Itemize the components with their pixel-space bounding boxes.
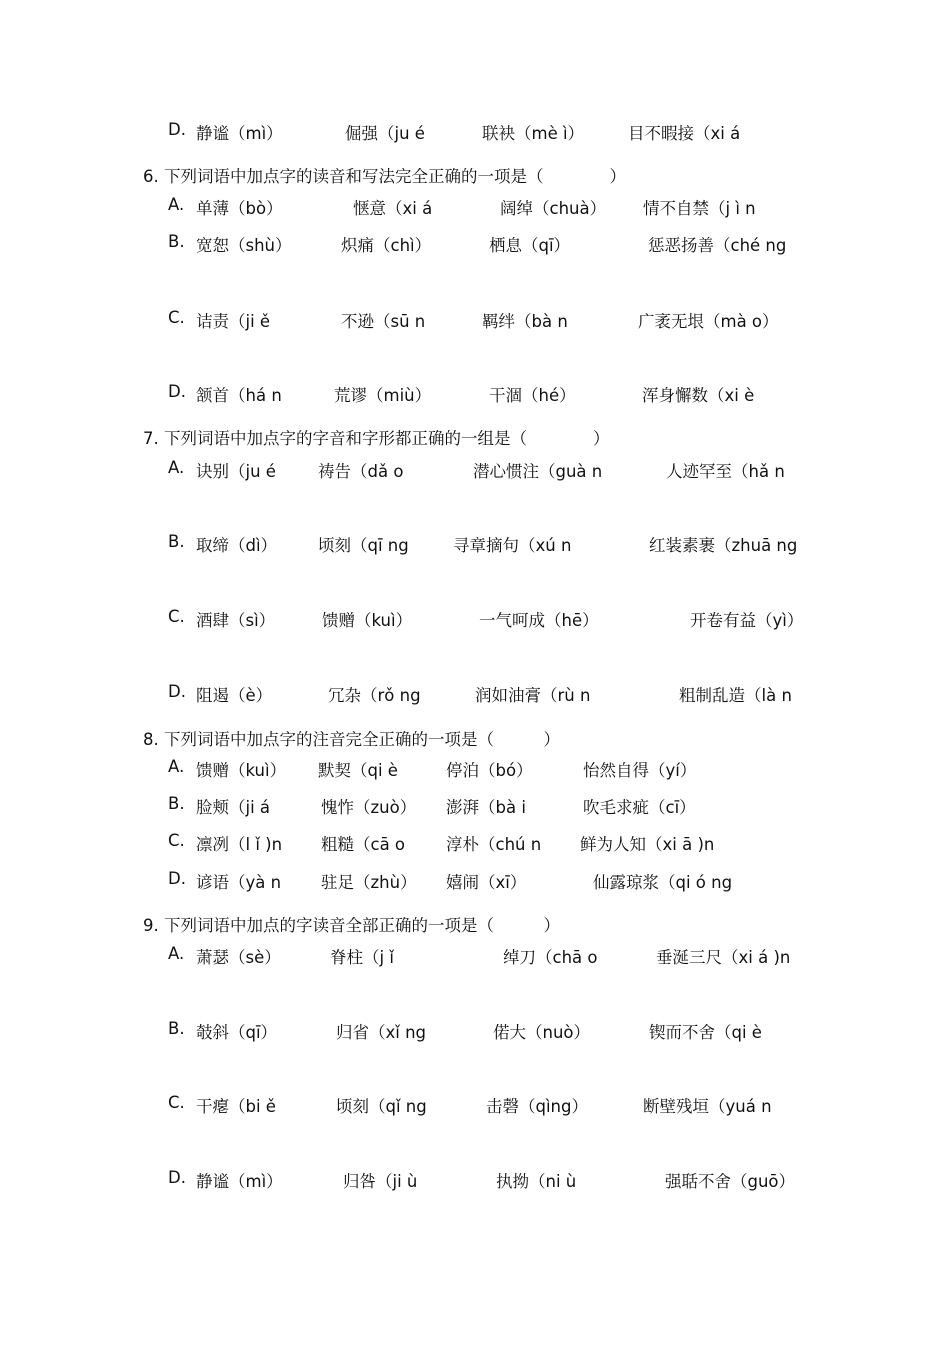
option-item: 颔首（há n [196,386,282,405]
option-label: A. [168,944,185,963]
option-item: 情不自禁（j ì n [643,199,756,218]
option-item: 惩恶扬善（ché ng [648,236,787,255]
option-label: C. [168,308,185,327]
option-item: 强聒不舍（guō） [665,1172,796,1191]
option-item: 脸颊（ji á [196,798,271,817]
option-label: A. [168,757,185,776]
option-item: 单薄（bò） [196,199,283,218]
option-label: B. [168,794,185,813]
option-label: A. [168,195,185,214]
option-item: 炽痛（chì） [341,236,432,255]
option-item: 干涸（hé） [489,386,576,405]
option-item: 吹毛求疵（cī） [583,798,696,817]
option-item: 联袂（mè ì） [482,124,585,143]
option-item: 诀别（ju é [196,462,276,481]
option-item: 嬉闹（xī） [446,873,527,892]
option-item: 荒谬（miù） [334,386,432,405]
option-label: A. [168,458,185,477]
option-item: 击磬（qìng） [486,1097,588,1116]
option-item: 不逊（sū n [341,312,426,331]
option-item: 羁绊（bà n [482,312,568,331]
option-item: 馈赠（kuì） [196,761,287,780]
option-item: 垂涎三尺（xi á )n [656,948,791,967]
option-item: 默契（qi è [318,761,398,780]
option-item: 干瘪（bi ě [196,1097,276,1116]
option-item: 谚语（yà n [196,873,282,892]
option-item: 开卷有益（yì） [690,611,804,630]
option-item: 断壁残垣（yuá n [643,1097,772,1116]
question-8: 8. 下列词语中加点字的注音完全正确的一项是（ ） [143,730,560,749]
option-label: C. [168,831,185,850]
option-item: 惬意（xi á [353,199,433,218]
option-item: 冗杂（rǒ ng [328,686,421,705]
option-item: 绰刀（chā o [503,948,598,967]
option-item: 萧瑟（sè） [196,948,281,967]
option-label: C. [168,607,185,626]
option-item: 寻章摘句（xú n [453,536,572,555]
option-item: 诘责（ji ě [196,312,271,331]
option-item: 阻遏（è） [196,686,273,705]
option-item: 澎湃（bà i [446,798,526,817]
question-7: 7. 下列词语中加点字的字音和字形都正确的一组是（ ） [143,429,610,448]
option-item: 执拗（ni ù [496,1172,577,1191]
option-label: D. [168,869,186,888]
option-item: 阔绰（chuà） [500,199,607,218]
option-item: 宽恕（shù） [196,236,292,255]
option-item: 红装素裹（zhuā ng [649,536,798,555]
option-item: 凛冽（l ǐ )n [196,835,283,854]
option-item: 酒肆（sì） [196,611,276,630]
option-item: 倔强（ju é [345,124,425,143]
option-item: 归省（xǐ ng [336,1023,427,1042]
question-6: 6. 下列词语中加点字的读音和写法完全正确的一项是（ ） [143,167,626,186]
option-label: D. [168,682,186,701]
option-item: 仙露琼浆（qi ó ng [593,873,733,892]
option-item: 粗糙（cā o [321,835,406,854]
question-9: 9. 下列词语中加点的字读音全部正确的一项是（ ） [143,916,560,935]
option-item: 怡然自得（yí） [583,761,697,780]
option-label: C. [168,1093,185,1112]
option-item: 人迹罕至（hǎ n [666,462,785,481]
option-item: 鲜为人知（xi ā )n [580,835,715,854]
option-item: 顷刻（qī ng [318,536,409,555]
option-item: 归咎（ji ù [343,1172,418,1191]
option-label: D. [168,1168,186,1187]
option-label: B. [168,1019,185,1038]
option-item: 祷告（dǎ o [318,462,404,481]
option-item: 粗制乱造（là n [679,686,792,705]
option-item: 淳朴（chú n [446,835,542,854]
option-item: 愧怍（zuò） [321,798,417,817]
option-item: 停泊（bó） [446,761,533,780]
option-label: D. [168,120,186,139]
option-item: 驻足（zhù） [321,873,417,892]
option-item: 馈赠（kuì） [322,611,413,630]
option-item: 顷刻（qǐ ng [336,1097,427,1116]
option-label: B. [168,232,185,251]
option-item: 潜心惯注（guà n [473,462,603,481]
option-item: 一气呵成（hē） [479,611,599,630]
option-item: 浑身懈数（xi è [642,386,755,405]
option-label: D. [168,382,186,401]
option-item: 静谧（mì） [196,124,283,143]
option-item: 栖息（qī） [489,236,571,255]
option-item: 目不暇接（xi á [628,124,741,143]
option-item: 偌大（nuò） [493,1023,591,1042]
option-item: 取缔（dì） [196,536,278,555]
option-item: 脊柱（j ǐ [330,948,394,967]
option-label: B. [168,532,185,551]
option-item: 广袤无垠（mà o） [638,312,779,331]
option-item: 润如油膏（rù n [475,686,591,705]
option-item: 静谧（mì） [196,1172,283,1191]
option-item: 攲斜（qī） [196,1023,278,1042]
option-item: 锲而不舍（qi è [649,1023,762,1042]
